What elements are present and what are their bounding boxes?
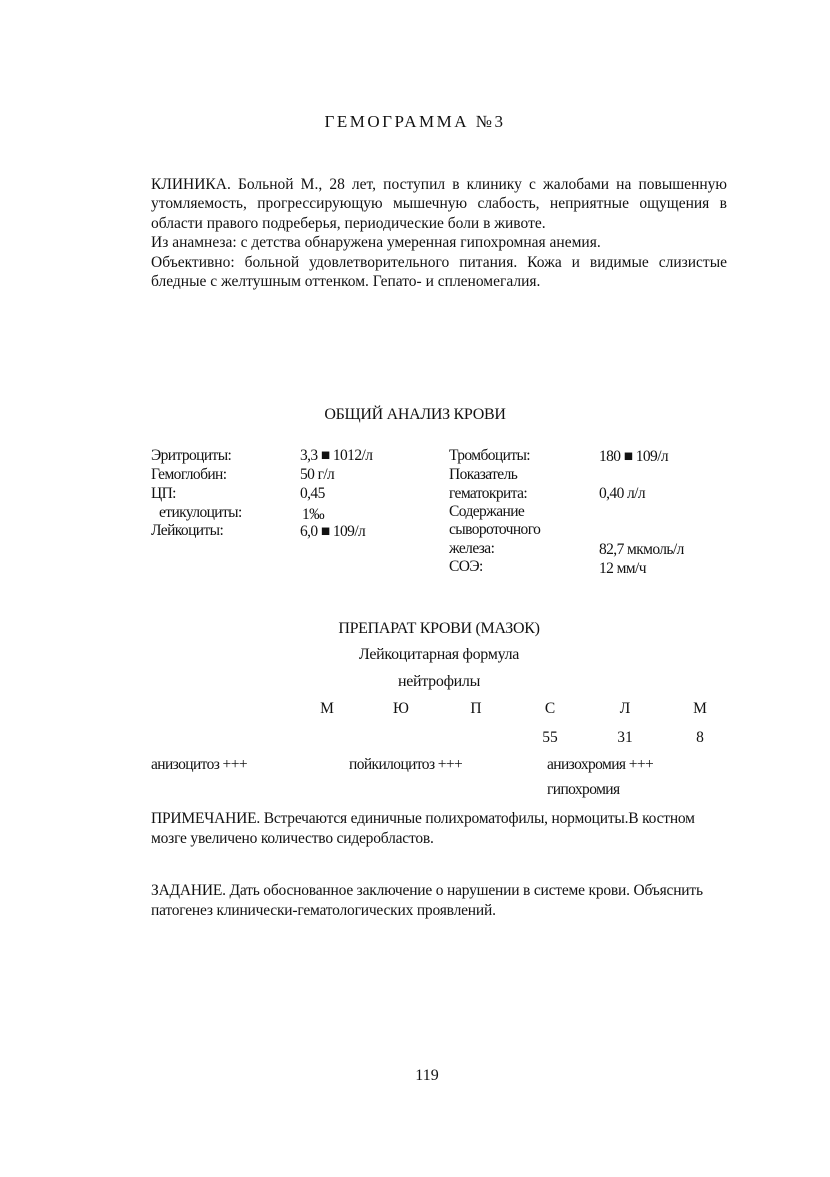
morph-poikilocytosis: пойкилоцитоз +++ — [349, 756, 463, 773]
blood-value-color-index: 0,45 — [300, 485, 325, 502]
formula-title: Лейкоцитарная формула — [358, 646, 520, 663]
morph-anisochromia: анизохромия +++ — [547, 756, 654, 773]
blood-label-hemoglobin: Гемоглобин: — [151, 466, 227, 483]
task-text: ЗАДАНИЕ. Дать обоснованное заключение о нарушении в системе крови. Объяснить патогенез клинически-гематологических проявлений. — [151, 882, 703, 919]
blood-label-reticulocytes: етикулоциты: — [159, 504, 242, 521]
blood-label-esr: СОЭ: — [449, 558, 483, 575]
blood-value-platelets: 180 ■ 109/л — [599, 448, 669, 465]
blood-label-iron-1: Содержание — [449, 503, 525, 520]
blood-label-color-index: ЦП: — [151, 485, 176, 502]
blood-value-iron: 82,7 мкмоль/л — [599, 541, 684, 558]
col-header-myelocytes: М — [320, 700, 334, 717]
col-header-segmented: С — [544, 700, 556, 717]
col-header-juvenile: Ю — [393, 700, 409, 717]
blood-label-hematocrit-1: Показатель — [449, 466, 518, 483]
morph-anisocytosis: анизоцитоз +++ — [151, 756, 247, 773]
col-header-lymphocytes: Л — [619, 700, 631, 717]
clinic-anamnesis: Из анамнеза: с детства обнаружена умеренная гипохромная анемия. — [151, 234, 601, 252]
blood-label-erythrocytes: Эритроциты: — [151, 447, 232, 464]
blood-value-hemoglobin: 50 г/л — [300, 466, 335, 483]
neutrophils-label: нейтрофилы — [397, 673, 481, 690]
blood-label-iron-3: железа: — [449, 540, 495, 557]
morph-hypochromia: гипохромия — [547, 781, 620, 798]
blood-value-erythrocytes: 3,3 ■ 1012/л — [300, 447, 373, 464]
clinic-section — [151, 175, 727, 291]
blood-value-hematocrit: 0,40 л/л — [599, 485, 645, 502]
clinic-complaints: КЛИНИКА. Больной М., 28 лет, поступил в клинику с жалобами на повышенную утомляемость, прогрессирующую мышечную слабость, неприятные ощущения в области правого подреберья, периодические боли в животе. — [151, 176, 727, 232]
blood-label-leukocytes: Лейкоциты: — [151, 522, 224, 539]
note-section — [151, 809, 711, 849]
note-text: ПРИМЕЧАНИЕ. Встречаются единичные полихроматофилы, нормоциты.В костном мозге увеличено количество сидеробластов. — [151, 810, 695, 847]
smear-heading: ПРЕПАРАТ КРОВИ (МАЗОК) — [338, 620, 540, 637]
clinic-objective: Объективно: больной удовлетворительного питания. Кожа и видимые слизистые бледные с желтушным оттенком. Гепато- и спленомегалия. — [151, 253, 727, 291]
blood-value-leukocytes: 6,0 ■ 109/л — [300, 523, 366, 540]
value-monocytes: 8 — [696, 729, 704, 746]
blood-label-platelets: Тромбоциты: — [449, 447, 531, 464]
blood-value-reticulocytes: 1‰ — [302, 506, 325, 523]
page-title: ГЕМОГРАММА №3 — [324, 112, 506, 131]
blood-label-hematocrit-2: гематокрита: — [449, 485, 528, 502]
col-header-band: П — [470, 700, 482, 717]
value-lymphocytes: 31 — [617, 729, 633, 746]
value-segmented: 55 — [542, 729, 558, 746]
blood-value-esr: 12 мм/ч — [599, 560, 646, 577]
task-section — [151, 881, 711, 921]
col-header-monocytes: М — [693, 700, 707, 717]
blood-label-iron-2: сывороточного — [449, 521, 541, 538]
blood-test-heading: ОБЩИЙ АНАЛИЗ КРОВИ — [324, 406, 506, 423]
page-number: 119 — [415, 1067, 439, 1084]
